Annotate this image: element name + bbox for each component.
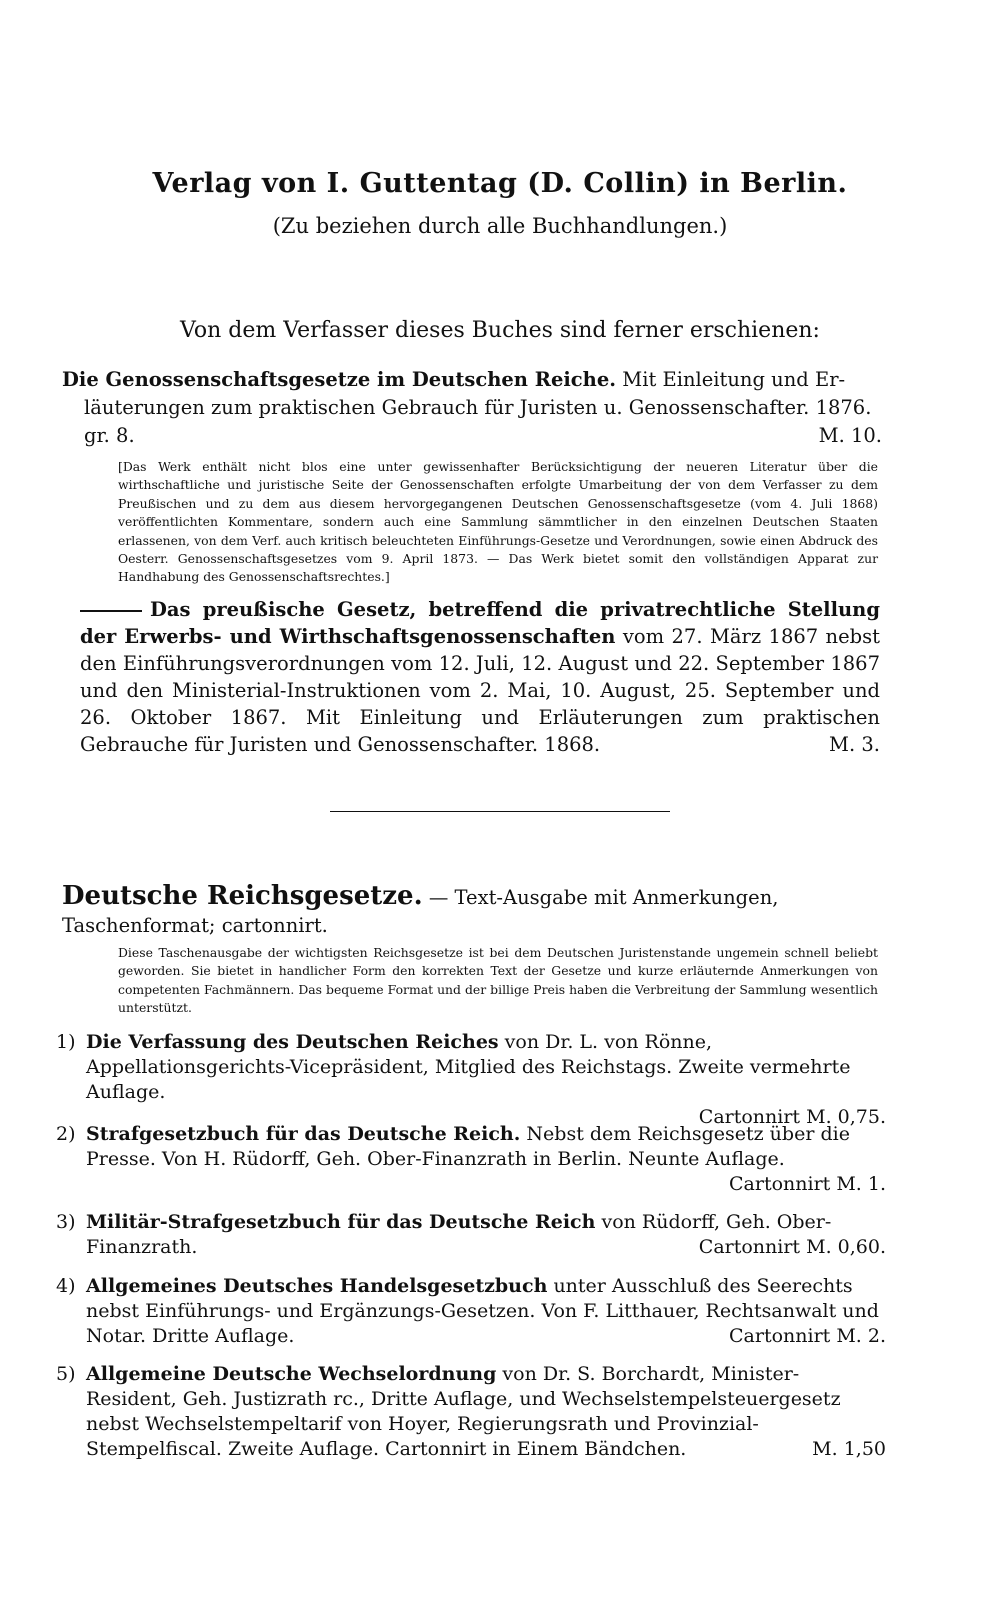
- item-price: Cartonnirt M. 0,75.: [698, 1106, 886, 1128]
- section-title: Deutsche Reichsgesetze.: [62, 881, 423, 911]
- item-title: Allgemeine Deutsche Wechselordnung: [86, 1363, 497, 1385]
- list-item: [56, 1362, 886, 1462]
- section-subtitle: Text-Ausgabe mit Anmerkungen, Taschenformat; cartonnirt.: [62, 886, 779, 937]
- item-text: Nebst dem Reichsgesetz über die Presse. Von H. Rüdorff, Geh. Ober-Finanzrath in Berlin. Neunte Auflage.: [86, 1123, 850, 1170]
- item-text: von Dr. L. von Rönne, Appellationsgerichts-Vicepräsident, Mitglied des Reichstags. Zweite vermehrte Auflage.: [86, 1031, 851, 1103]
- book1-title: Die Genossenschaftsgesetze im Deutschen Reiche.: [62, 368, 617, 391]
- section-dash: —: [428, 886, 449, 909]
- item-number: 5): [56, 1363, 76, 1385]
- book1-note: [Das Werk enthält nicht blos eine unter gewissenhafter Berücksichtigung der neueren Literatur über die wirthschaftliche und juristische Seite der Genossenschaften erfolgte Umarbeitung der von dem Verfasser zu dem Preußischen und zu dem aus diesem hervorgegangenen Deutschen Genossenschaftsgesetze (vom 4. Juli 1868) veröffentlichten Kommentare, sondern auch eine Sammlung sämmtlicher in den einzelnen Deutschen Staaten erlassenen, von dem Verf. auch kritisch beleuchteten Einführungs-Gesetze und Verordnungen, sowie einen Abdruck des Oesterr. Genossenschaftsgesetzes vom 9. April 1873. — Das Werk bietet somit den vollständigen Apparat zur Handhabung des Genossenschaftsrechtes.]: [118, 459, 878, 585]
- item-price: Cartonnirt M. 0,60.: [698, 1236, 886, 1258]
- book2-dash: [80, 610, 142, 612]
- book1-price: M. 10.: [818, 424, 882, 447]
- item-number: 1): [56, 1031, 76, 1053]
- book1-line1-rest: Mit Einleitung und Er-: [622, 368, 846, 391]
- item-title: Militär-Strafgesetzbuch für das Deutsche Reich: [86, 1211, 596, 1233]
- item-title: Strafgesetzbuch für das Deutsche Reich.: [86, 1123, 521, 1145]
- publisher-line: Verlag von I. Guttentag (D. Collin) in Berlin.: [152, 168, 848, 199]
- book1-line2: läuterungen zum praktischen Gebrauch für Juristen u. Genossenschafter. 1876.: [84, 396, 872, 419]
- item-text: unter Ausschluß des Seerechts nebst Einführungs- und Ergänzungs-Gesetzen. Von F. Litthauer, Rechtsanwalt und Notar. Dritte Auflage.: [86, 1275, 879, 1347]
- list-item: [56, 1122, 886, 1197]
- section-header: [62, 882, 882, 940]
- item-number: 2): [56, 1123, 76, 1145]
- item-number: 4): [56, 1275, 76, 1297]
- distribution-note: (Zu beziehen durch alle Buchhandlungen.): [272, 214, 728, 238]
- section-note: Diese Taschenausgabe der wichtigsten Reichsgesetze ist bei dem Deutschen Juristenstande ungemein schnell beliebt geworden. Sie bietet in handlicher Form den korrekten Text der Gesetze und kurze erläuternde Anmerkungen von competenten Fachmännern. Das bequeme Format und der billige Preis haben die Verbreitung der Sammlung wesentlich unterstützt.: [118, 945, 878, 1016]
- book1-format-line: [62, 422, 882, 450]
- book2-price: M. 3.: [829, 733, 880, 756]
- book1-entry: [62, 366, 882, 450]
- item-text: von Dr. S. Borchardt, Minister-Resident, Geh. Justizrath rc., Dritte Auflage, und Wechselstempelsteuergesetz nebst Wechselstempeltarif von Hoyer, Regierungsrath und Provinzial-Stempelfiscal. Zweite Auflage. Cartonnirt in Einem Bändchen.: [86, 1363, 841, 1460]
- book2-title: Das preußische Gesetz, betreffend die privatrechtliche Stellung der Erwerbs- und Wirthschaftsgenossenschaften: [80, 598, 880, 648]
- item-price: Cartonnirt M. 2.: [729, 1325, 886, 1347]
- list-item: [56, 1210, 886, 1260]
- item-title: Allgemeines Deutsches Handelsgesetzbuch: [86, 1275, 548, 1297]
- book2-entry: [80, 596, 880, 758]
- list-item: [56, 1274, 886, 1349]
- section-divider: [330, 810, 670, 814]
- item-price: M. 1,50: [812, 1438, 886, 1460]
- item-number: 3): [56, 1211, 76, 1233]
- list-item: [56, 1030, 886, 1130]
- book1-line1: [62, 366, 882, 394]
- item-price: Cartonnirt M. 1.: [729, 1173, 886, 1195]
- book2-body: vom 27. März 1867 nebst den Einführungsverordnungen vom 12. Juli, 12. August und 22. September 1867 und den Ministerial-Instruktionen vom 2. Mai, 10. August, 25. September und 26. Oktober 1867. Mit Einleitung und Erläuterungen zum praktischen Gebrauche für Juristen und Genossenschafter. 1868.: [80, 625, 880, 756]
- book1-format: gr. 8.: [84, 424, 135, 447]
- item-text: von Rüdorff, Geh. Ober-Finanzrath.: [86, 1211, 832, 1258]
- intro-line: Von dem Verfasser dieses Buches sind ferner erschienen:: [180, 318, 820, 343]
- item-title: Die Verfassung des Deutschen Reiches: [86, 1031, 499, 1053]
